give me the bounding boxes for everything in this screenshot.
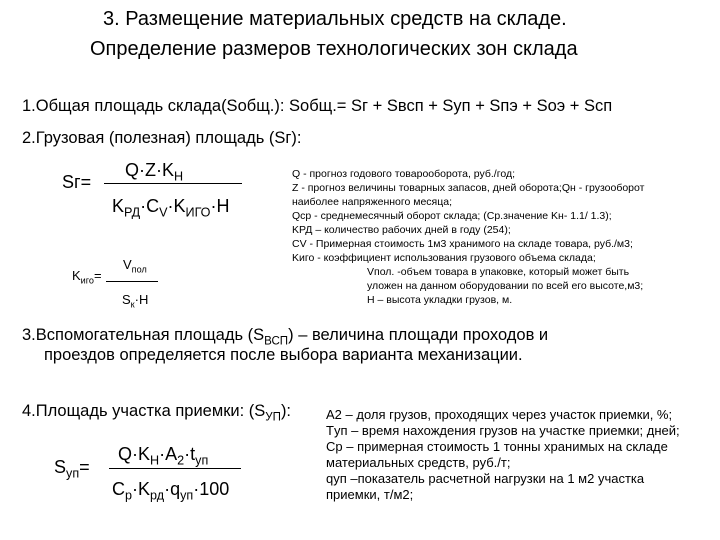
definition-line: Vпол. -объем товара в упаковке, который может быть — [367, 266, 630, 278]
section-3-line-1: 3.Вспомогательная площадь $(S_{ВСП})$ – величина площади проходов и — [22, 326, 549, 348]
formula-sg-denominator: $K_{РД}\cdot C_V\cdot K_{ИГО}\cdot H$ — [112, 196, 230, 220]
formula-kigo-fraction-bar — [106, 281, 158, 282]
definition-line: KРД – количество рабочих дней в году (254); — [292, 224, 511, 236]
definition-line: H – высота укладки грузов, м. — [367, 294, 513, 306]
formula-kigo-numerator: $V_{пол}$ — [123, 257, 147, 275]
formula-kigo-lhs: $K_{иго}=$ — [72, 268, 102, 286]
definition-line: Qср - среднемесячный оборот склада; (Ср.значение Kн- 1.1/ 1.3); — [292, 210, 612, 222]
definition-line: наиболее напряженного месяца; — [292, 196, 453, 208]
section-3-line-2: проездов определяется после выбора варианта механизации. — [44, 346, 523, 364]
definition-line: Kиго - коэффициент использования грузового объема склада; — [292, 252, 596, 264]
formula-sup-denominator: $C_р\cdot K_{рд}\cdot q_{уп}\cdot 100$ — [112, 479, 230, 503]
section-2-cargo-area: 2.Грузовая (полезная) площадь (Sг): — [22, 129, 302, 147]
definition-line: приемки, т/м2; — [326, 487, 414, 502]
formula-sup-fraction-bar — [109, 468, 241, 469]
formula-sg-lhs: Sг= — [62, 172, 92, 192]
definition-line: Tуп – время нахождения грузов на участке приемки; дней; — [326, 423, 680, 438]
definition-line: A2 – доля грузов, проходящих через участок приемки, %; — [326, 407, 673, 422]
formula-kigo-denominator: $S_к\cdot H$ — [122, 292, 149, 310]
definition-line: Z - прогноз величины товарных запасов, дней оборота;Qн - грузооборот — [292, 182, 645, 194]
definition-line: Q - прогноз годового товарооборота, руб./год; — [292, 168, 515, 180]
title-line-2: Определение размеров технологических зон склада — [90, 38, 578, 60]
definition-line: материальных средств, руб./т; — [326, 455, 511, 470]
formula-sup-lhs: $S_{уп}=$ — [54, 457, 90, 481]
definition-line: Cр – примерная стоимость 1 тонны хранимых на складе — [326, 439, 668, 454]
definition-line: CV - Примерная стоимость 1м3 хранимого на складе товара, руб./м3; — [292, 238, 633, 250]
section-4-receiving-area: 4.Площадь участка приемки: $(S_{УП})$: — [22, 402, 292, 424]
definition-line: уложен на данном оборудовании по всей его высоте,м3; — [367, 280, 644, 292]
formula-sg-fraction-bar — [104, 183, 242, 184]
formula-sup-numerator: $Q\cdot K_Н\cdot A_2\cdot t_{уп}$ — [118, 444, 209, 468]
title-line-1: 3. Размещение материальных средств на складе. — [103, 8, 567, 30]
formula-sg-numerator: $Q\cdot Z\cdot K_Н$ — [125, 160, 184, 184]
definitions-sup — [326, 407, 680, 503]
definition-line: qуп –показатель расчетной нагрузки на 1 м2 участка — [326, 471, 645, 486]
section-1-total-area: 1.Общая площадь склада(Sобщ.): Sобщ.= Sг + Sвсп + Sуп + Sпэ + Sоэ + Sсп — [22, 97, 613, 115]
definitions-sg — [292, 167, 644, 307]
